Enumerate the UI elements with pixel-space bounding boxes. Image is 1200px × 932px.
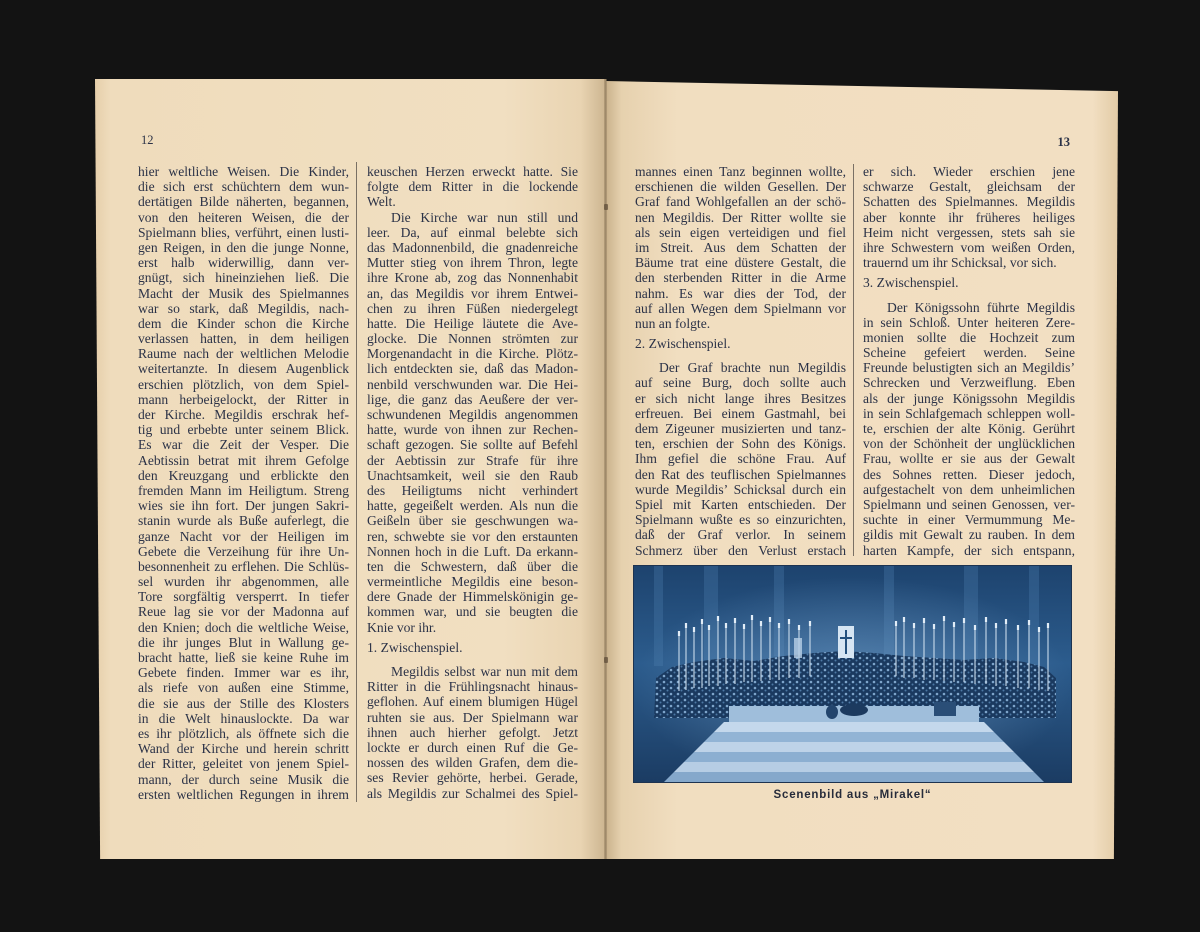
- text-line: erschienen die wilden Gesellen. Der: [635, 179, 846, 195]
- text-line: dere Gnade der Himmelskönigin ge-: [367, 589, 578, 605]
- text-line: leer. Da, auf einmal belebte sich: [367, 224, 578, 240]
- text-line: in sein Schlafgemach schleppen woll-: [863, 405, 1075, 421]
- text-line: erfreuen. Bei einem Gastmahl, bei: [635, 405, 846, 421]
- text-line: Reue lag sie vor der Madonna auf: [138, 604, 349, 620]
- text-line: als sein eigen verteidigen und fiel: [635, 224, 846, 240]
- text-line: ganze Nacht vor der Heiligen im: [138, 528, 349, 544]
- text-line: nen Megildis. Der Ritter wollte sie: [635, 209, 846, 225]
- text-line: aufgestachelt von dem unheimlichen: [863, 481, 1075, 497]
- text-line: den sterbenden Ritter in die Arme: [635, 270, 846, 286]
- text-line: te, erschien der alte König. Gerührt: [863, 421, 1075, 436]
- text-line: ren, schwebte sie vor den erstaunten: [367, 528, 578, 544]
- text-line: er sich nicht lange ihres Besitzes: [635, 390, 846, 406]
- text-line: erst halb widerwillig, dann ver-: [138, 255, 349, 271]
- text-line: nun an folgte.: [635, 315, 711, 331]
- paragraph: [367, 210, 578, 635]
- text-line: Wand der Kirche und herein schritt: [138, 741, 349, 757]
- text-line: Welt.: [367, 194, 396, 210]
- text-line: ersten weltlichen Regungen in ihrem: [138, 786, 349, 802]
- text-line: trauernd um ihr Schicksal, vor sich.: [863, 255, 1057, 271]
- text-line: hatte. Die Heilige läutete die Ave-: [367, 315, 578, 331]
- text-line: chen zu ihren Füßen niedergelegt: [367, 300, 578, 316]
- text-line: gnügt, sich hineinziehen ließ. Die: [138, 270, 349, 286]
- text-line: ihre Schwestern vom weißen Orden,: [863, 239, 1075, 255]
- text-line: Spielmann wußte es so einzurichten,: [635, 512, 846, 528]
- text-line: lockte er durch einen Ruf die Ge-: [367, 739, 578, 755]
- text-line: schwarze Gestalt, gleichsam der: [863, 179, 1075, 195]
- section-heading: 2. Zwischenspiel.: [635, 336, 731, 352]
- column-divider: [853, 164, 854, 556]
- text-line: Schmerz über den Verlust erstach: [635, 542, 846, 558]
- page-number-left: 12: [141, 133, 154, 147]
- text-line: es ihr plötzlich, als öffnete sich die: [138, 725, 349, 741]
- text-line: Geißeln über sie geschwungen wa-: [367, 513, 578, 529]
- text-line: auf seine Burg, doch sollte auch: [635, 375, 846, 391]
- text-line: an, das Megildis vor ihrem Entwei-: [367, 285, 578, 301]
- text-line: suchte in einer Vermummung Me-: [863, 512, 1075, 528]
- text-line: nahm. Es war dies der Tod, der: [635, 285, 846, 301]
- text-line: hier weltliche Weisen. Die Kinder,: [138, 164, 349, 179]
- stage-steps: [664, 722, 1044, 782]
- paragraph: [367, 164, 578, 210]
- text-line: der Kirche. Megildis erschrak hef-: [138, 407, 349, 422]
- text-line: gildis mit Gewalt zu rauben. In dem: [863, 527, 1075, 543]
- text-line: Die Kirche war nun still und: [391, 209, 578, 225]
- text-line: weitertanzte. In diesem Augenblick: [138, 361, 349, 377]
- text-column-right-page-1: [635, 164, 846, 558]
- text-line: mann, der durch seine Musik die: [138, 771, 349, 787]
- text-line: hatte, wurde von ihnen zur Rechen-: [367, 422, 578, 438]
- text-column-right-page-2: [863, 164, 1075, 558]
- text-line: der Ritter, geleitet von jenem Spiel-: [138, 756, 349, 772]
- paragraph: [863, 164, 1075, 270]
- text-line: ruhten sie aus. Der Spielmann war: [367, 709, 578, 725]
- text-line: als riefe von außen eine Stimme,: [138, 680, 349, 696]
- section-heading: 1. Zwischenspiel.: [367, 639, 463, 655]
- page-number-right: 13: [1057, 135, 1070, 149]
- text-line: lige, die ganz das Aeußere der ver-: [367, 391, 578, 407]
- text-line: Spielmann blies, verführt, einen lusti-: [138, 224, 349, 240]
- text-line: der Aebtissin zur Strafe für ihre: [367, 452, 578, 468]
- text-line: folgte dem Ritter in die lockende: [367, 179, 578, 195]
- text-line: Der Graf brachte nun Megildis: [659, 360, 846, 376]
- text-line: Graf fand Wohlgefallen an der schö-: [635, 194, 846, 210]
- text-line: mann herbeigelockt, der Ritter in: [138, 391, 349, 407]
- text-line: ihnen auch hierher gefolgt. Jetzt: [367, 724, 578, 740]
- text-line: sel wurden ihr abgenommen, alle: [138, 574, 349, 590]
- text-line: aber konnte ihr früheres heiliges: [863, 209, 1075, 225]
- paragraph: [863, 300, 1075, 558]
- text-line: dem Zigeuner musizierten und tanz-: [635, 421, 846, 436]
- text-line: kommen war, und sie beugten die: [367, 604, 578, 620]
- text-line: Es war die Zeit der Vesper. Die: [138, 437, 349, 453]
- text-line: des Sohnes retten. Dieser jedoch,: [863, 466, 1075, 482]
- staple-mark: [604, 657, 608, 663]
- staple-mark: [604, 204, 608, 210]
- text-line: dem die Kinder schon die Kirche: [138, 315, 349, 331]
- text-line: Tore sorgfältig versperrt. In tiefer: [138, 589, 349, 605]
- text-line: Ritter in die Frühlingsnacht hinaus-: [367, 679, 578, 695]
- text-line: bracht hatte, ließ sie keine Ruhe im: [138, 650, 349, 665]
- text-line: dertätigen Bilde näherten, begannen,: [138, 194, 349, 210]
- text-line: von der Schönheit der unglücklichen: [863, 436, 1075, 452]
- text-line: in sein Schloß. Unter heiteren Zere-: [863, 314, 1075, 330]
- text-line: tig und erbebte unter seinem Blick.: [138, 422, 349, 438]
- text-line: auf allen Wegen dem Spielmann vor: [635, 300, 846, 316]
- text-line: Spiel mit Karten entschieden. Der: [635, 496, 846, 512]
- text-line: Schrecken und Verzweiflung. Eben: [863, 375, 1075, 391]
- text-line: besonnenheit zu erflehen. Die Schlüs-: [138, 558, 349, 574]
- text-line: wurde Megildis’ Schicksal durch ein: [635, 481, 846, 497]
- text-line: den Knien; doch die weltliche Weise,: [138, 619, 349, 635]
- text-line: Ihm gefiel die schöne Frau. Auf: [635, 451, 846, 467]
- text-line: Scheine gefeiert werden. Seine: [863, 345, 1075, 361]
- column-divider: [356, 162, 357, 802]
- text-line: erschien plötzlich, von dem Spiel-: [138, 376, 349, 392]
- text-line: Aebtissin betrat mit ihrem Gefolge: [138, 452, 349, 468]
- text-line: nossen des wilden Grafen, dem die-: [367, 755, 578, 771]
- text-line: verlassen hatten, in dem heiligen: [138, 331, 349, 347]
- text-line: war so stark, daß Megildis, nach-: [138, 300, 349, 316]
- text-line: ihre Krone ab, zog das Nonnenhabit: [367, 270, 578, 286]
- text-line: Heim nicht vergessen, stets sah sie: [863, 224, 1075, 240]
- text-line: Mutter stieg von ihrem Thron, legte: [367, 255, 578, 271]
- text-line: von den heiteren Weisen, die der: [138, 209, 349, 225]
- text-line: Gebete die Verzeihung für ihre Un-: [138, 543, 349, 559]
- text-line: geflohen. Auf einem blumigen Hügel: [367, 694, 578, 710]
- text-line: Freunde belustigten sich an Megildis’: [863, 360, 1075, 376]
- book-gutter: [604, 79, 607, 859]
- text-line: ses Revier gehörte, herbei. Gerade,: [367, 770, 578, 786]
- text-line: die sie aus der Stille des Klosters: [138, 695, 349, 711]
- scene-photo: [633, 565, 1072, 783]
- text-line: ten, erschien der Sohn des Königs.: [635, 436, 846, 452]
- text-line: Bäume trat eine düstere Gestalt, die: [635, 255, 846, 271]
- text-line: schaft gezogen. Sie sollte auf Befehl: [367, 437, 578, 453]
- text-line: als der junge Königssohn Megildis: [863, 390, 1075, 406]
- text-line: den Rat des teuflischen Spielmannes: [635, 466, 846, 482]
- text-line: im Streit. Aus dem Schatten der: [635, 239, 846, 255]
- text-line: vermeintliche Megildis eine beson-: [367, 574, 578, 590]
- text-line: Spielmann und seinen Genossen, ver-: [863, 496, 1075, 512]
- text-line: Morgenandacht in die Kirche. Plötz-: [367, 346, 578, 362]
- text-line: Frau, wollte er sie aus der Gewalt: [863, 451, 1075, 467]
- text-column-left-page-1: [138, 164, 349, 802]
- text-line: Knie vor ihr.: [367, 619, 437, 635]
- figure-caption: Scenenbild aus „Mirakel“: [773, 789, 932, 801]
- text-line: wies sie ihn fort. Der jungen Sakri-: [138, 498, 349, 514]
- text-line: gen Reigen, in den die junge Nonne,: [138, 239, 349, 255]
- text-line: schwundenen Megildis angenommen: [367, 407, 578, 422]
- text-line: Gebete finden. Immer war es ihr,: [138, 665, 349, 681]
- text-line: das Madonnenbild, die gnadenreiche: [367, 239, 578, 255]
- text-line: nenbild verschwunden war. Die Hei-: [367, 376, 578, 392]
- paragraph: [635, 164, 846, 331]
- text-line: Nonnen hoch in die Luft. Da erkann-: [367, 543, 578, 559]
- text-line: daß der Graf verlor. In seinem: [635, 527, 846, 543]
- text-line: ten die Schwestern, daß über die: [367, 558, 578, 574]
- section-heading: 3. Zwischenspiel.: [863, 275, 959, 291]
- text-line: des Heiligtums nicht verhindert: [367, 482, 578, 498]
- text-line: den Kreuzgang und erblickte den: [138, 467, 349, 483]
- text-line: glocke. Die Nonnen strömten zur: [367, 331, 578, 347]
- text-line: mannes einen Tanz beginnen wollte,: [635, 164, 846, 179]
- text-line: monien sollte die Hochzeit zum: [863, 329, 1075, 345]
- text-line: lich entdeckten sie, daß das Madon-: [367, 361, 578, 377]
- text-line: harten Kampfe, der sich entspann,: [863, 542, 1075, 558]
- text-line: Unachtsamkeit, weil sie den Raub: [367, 467, 578, 483]
- text-line: keuschen Herzen erweckt hatte. Sie: [367, 164, 578, 179]
- paragraph: [367, 664, 578, 801]
- text-column-left-page-2: [367, 164, 578, 801]
- text-line: Raume nach der weltlichen Melodie: [138, 346, 349, 362]
- text-line: fremden Mann im Heiligtum. Streng: [138, 482, 349, 498]
- text-line: die ihr junges Blut in Wallung ge-: [138, 634, 349, 650]
- text-line: Macht der Musik des Spielmannes: [138, 285, 349, 301]
- text-line: hatte, gegeißelt werden. Als nun die: [367, 498, 578, 514]
- text-line: in die Welt hinauslockte. Da war: [138, 710, 349, 726]
- text-line: die sich erst schüchtern dem wun-: [138, 179, 349, 195]
- text-line: als Megildis zur Schalmei des Spiel-: [367, 785, 578, 801]
- paragraph: [138, 164, 349, 802]
- text-line: Der Königssohn führte Megildis: [887, 299, 1075, 315]
- text-line: Megildis selbst war nun mit dem: [391, 664, 578, 679]
- paragraph: [635, 360, 846, 557]
- text-line: stanin wurde als Buße auferlegt, die: [138, 513, 349, 529]
- text-line: er sich. Wieder erschien jene: [863, 164, 1075, 179]
- text-line: Schatten des Spielmannes. Megildis: [863, 194, 1075, 210]
